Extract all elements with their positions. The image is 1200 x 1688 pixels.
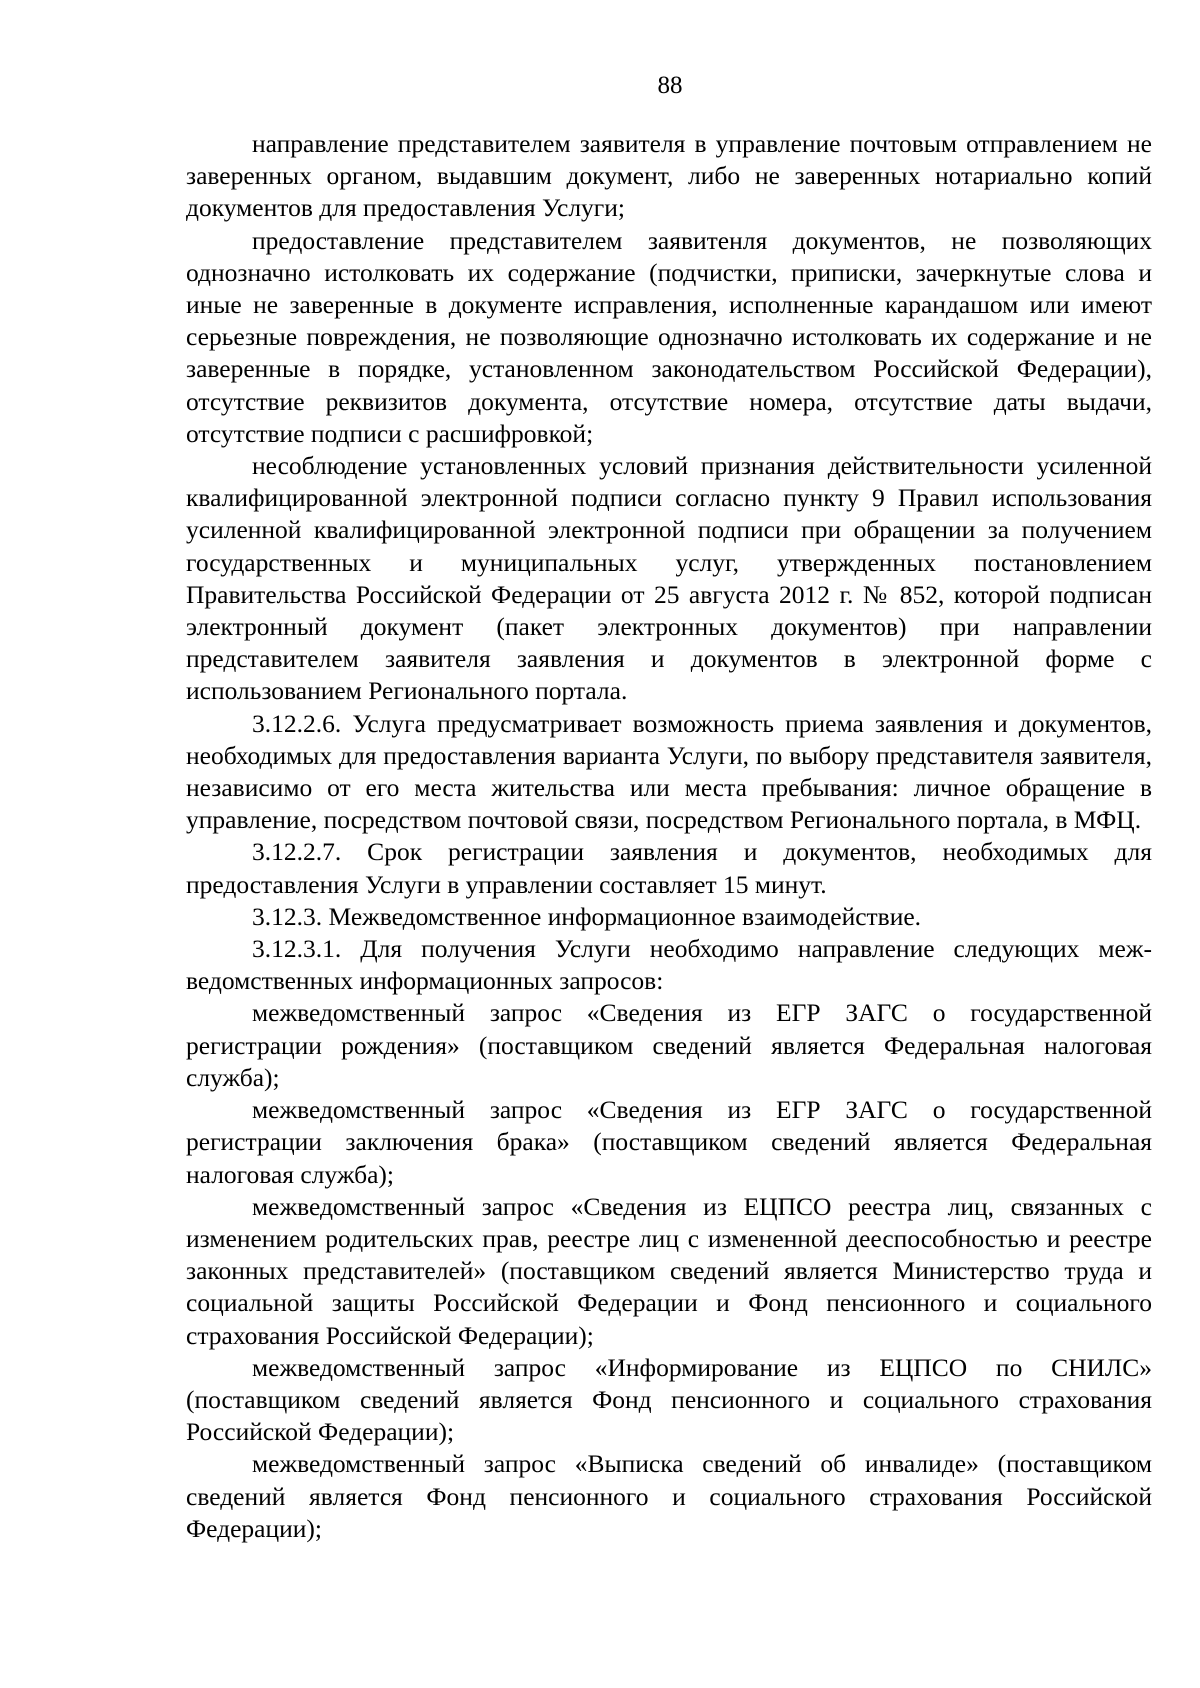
paragraph: межведомственный запрос «Информирование из ЕЦПСО по СНИЛС» (поставщиком сведений является Фонд пенсионного и социального страхования Российской Федерации); bbox=[186, 1352, 1152, 1447]
paragraph: межведомственный запрос «Сведения из ЕЦПСО реестра лиц, связанных с изменением родительских прав, реестре лиц с измененной дееспособностью и реестре законных представителей» (поставщиком сведений является Министерство труда и социальной защиты Российской Федерации и Фонд пенсионного и социального страхования Российской Федерации); bbox=[186, 1191, 1152, 1350]
paragraph: несоблюдение установленных условий признания действительности усиленной квалифицированной электронной подписи согласно пункту 9 Правил использования усиленной квалифицированной электронной подписи при обращении за получением государственных и муниципальных услуг, утвержденных постановлением Правительства Российской Федерации от 25 августа 2012 г. № 852, которой подписан электронный документ (пакет электронных документов) при направлении представителем заявителя заявления и документов в электронной форме с использованием Регионального портала. bbox=[186, 451, 1152, 706]
paragraph: 3.12.2.7. Срок регистрации заявления и документов, необходимых для предоставления Услуги в управлении составляет 15 минут. bbox=[186, 837, 1152, 899]
paragraph: 3.12.3.1. Для получения Услуги необходимо направление следующих межведомственных информационных запросов: bbox=[186, 934, 1152, 996]
paragraph: межведомственный запрос «Сведения из ЕГР ЗАГС о государственной регистрации рождения» (поставщиком сведений является Федеральная налоговая служба); bbox=[186, 998, 1152, 1092]
paragraph: межведомственный запрос «Выписка сведений об инвалиде» (поставщиком сведений является Фонд пенсионного и социального страхования Российской Федерации); bbox=[186, 1449, 1152, 1543]
document-body bbox=[186, 128, 1152, 1545]
paragraph: 3.12.2.6. Услуга предусматривает возможность приема заявления и документов, необходимых для предоставления варианта Услуги, по выбору представителя заявителя, независимо от его места жительства или места пребывания: личное обращение в управление, посредством почтовой связи, посредством Регионального портала, в МФЦ. bbox=[186, 708, 1152, 835]
paragraph: 3.12.3. Межведомственное информационное взаимодействие. bbox=[252, 901, 922, 931]
page-number: 88 bbox=[657, 72, 683, 99]
paragraph: направление представителем заявителя в управление почтовым отправлением не заверенных органом, выдавшим документ, либо не заверенных нотариально копий документов для предоставления Услуги; bbox=[186, 129, 1152, 223]
paragraph: предоставление представителем заявитенля документов, не позволяющих однозначно истолковать их содержание (подчистки, приписки, зачеркнутые слова и иные не заверенные в документе исправления, исполненные карандашом или имеют серьезные повреждения, не позволяющие однозначно истолковать их содержание и не заверенные в порядке, установленном законодательством Российской Федерации), отсутствие реквизитов документа, отсутствие номера, отсутствие даты выдачи, отсутствие подписи с расшифровкой; bbox=[186, 225, 1152, 448]
paragraph: межведомственный запрос «Сведения из ЕГР ЗАГС о государственной регистрации заключения брака» (поставщиком сведений является Федеральная налоговая служба); bbox=[186, 1095, 1152, 1189]
